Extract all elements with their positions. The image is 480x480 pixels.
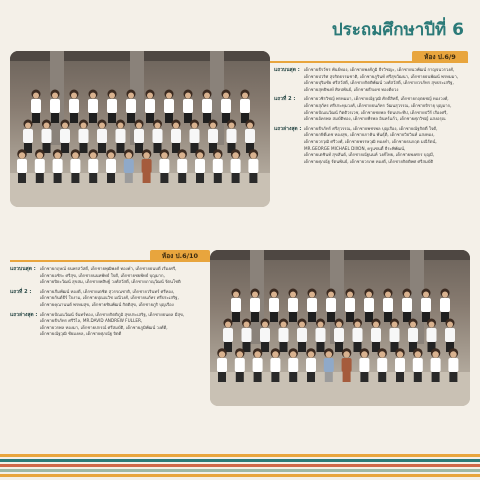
person-face bbox=[290, 351, 297, 358]
person-legs bbox=[32, 113, 40, 123]
person-face bbox=[81, 123, 87, 129]
person-body bbox=[145, 99, 155, 113]
person-legs bbox=[218, 372, 226, 382]
person-body bbox=[260, 328, 270, 342]
person-body bbox=[231, 159, 241, 173]
person-face bbox=[90, 93, 96, 99]
person-face bbox=[397, 351, 404, 358]
person-face bbox=[355, 322, 361, 328]
person-face bbox=[229, 123, 235, 129]
person-face bbox=[143, 152, 150, 159]
person-legs bbox=[127, 113, 135, 123]
name-line: เด็กชายคุณานนต์ พรหมสุข, เด็กชายชินพัฒน์ กิตติสุข, เด็กชายภูริ บุญเรือง bbox=[40, 301, 174, 307]
person-face bbox=[392, 322, 398, 328]
person-body bbox=[364, 298, 374, 312]
person-face bbox=[19, 152, 26, 159]
person-legs bbox=[18, 173, 26, 183]
person-legs bbox=[396, 372, 404, 382]
name-line: เด็กชายณัฐวุฒิ ชัยมงคล, เด็กชายศุภณัฐ จิตดี bbox=[40, 331, 122, 337]
person-body bbox=[177, 159, 187, 173]
person-body bbox=[70, 159, 80, 173]
person-face bbox=[385, 292, 391, 298]
person-face bbox=[210, 123, 216, 129]
person-face bbox=[204, 93, 210, 99]
person-face bbox=[147, 93, 153, 99]
person-face bbox=[215, 152, 222, 159]
person-body bbox=[208, 129, 218, 143]
person-body bbox=[270, 358, 280, 372]
person-body bbox=[97, 129, 107, 143]
name-line: เด็กชายเตชินท์ สุขสันต์, เด็กชายณัฐนนท์ วงศ์ไทย, เด็กชายพงศกร บุญมี, bbox=[304, 152, 435, 158]
person-face bbox=[166, 93, 172, 99]
person-body bbox=[159, 159, 169, 173]
person-body bbox=[195, 159, 205, 173]
name-line: เด็กชายปิยะวัฒน์ สุขสม, เด็กชายพสิษฐ์ วงศ์สวัสดิ์, เด็กชายภาณุวัฒน์ รัตนโชติ bbox=[40, 279, 181, 285]
person-body bbox=[202, 99, 212, 113]
person-body bbox=[269, 298, 279, 312]
person-body bbox=[279, 328, 289, 342]
person-body bbox=[50, 99, 60, 113]
person-body bbox=[377, 358, 387, 372]
name-line: เด็กชายศุภณัฐ รัตนพันธ์, เด็กชายวรภพ ทองดี, เด็กชายกิตติพศ ศรีสมบัติ bbox=[304, 158, 434, 164]
person-body bbox=[253, 358, 263, 372]
person-face bbox=[450, 351, 457, 358]
person-legs bbox=[108, 113, 116, 123]
name-line: เด็กชายกฤษณ์ ธนพรสวัสดิ์, เด็กชายพุฒิพงศ์ ทองคำ, เด็กชายธนบดี เรืองศรี, bbox=[40, 266, 177, 271]
person-legs bbox=[36, 173, 44, 183]
person-face bbox=[272, 351, 279, 358]
person-legs bbox=[236, 372, 244, 382]
person-face bbox=[281, 322, 287, 328]
person-legs bbox=[214, 173, 222, 183]
person-face bbox=[219, 351, 226, 358]
person-legs bbox=[414, 372, 422, 382]
person-legs bbox=[232, 312, 240, 322]
person-body bbox=[307, 298, 317, 312]
person-face bbox=[318, 322, 324, 328]
person-body bbox=[359, 358, 369, 372]
person-body bbox=[448, 358, 458, 372]
person-legs bbox=[89, 173, 97, 183]
person-legs bbox=[154, 143, 162, 153]
divider bbox=[270, 61, 468, 63]
name-line: เด็กชายกษิดิ์เดช ทองสุข, เด็กชายภาคิน พันธุ์ดี, เด็กชายวิธวินท์ แสงทอง, bbox=[304, 132, 435, 138]
person-body bbox=[124, 159, 134, 173]
person-legs bbox=[125, 173, 133, 183]
name-row bbox=[10, 289, 206, 309]
person-face bbox=[155, 123, 161, 129]
person-legs bbox=[280, 342, 288, 352]
person-body bbox=[371, 328, 381, 342]
person-face bbox=[361, 351, 368, 358]
person-face bbox=[432, 351, 439, 358]
person-legs bbox=[317, 342, 325, 352]
person-face bbox=[308, 351, 315, 358]
name-line: เด็กชายปุริมชัย ศรีสวัสดิ์, เด็กชายกิตติพัฒน์ วงศ์สวัสดิ์, เด็กชายวรภัทร สุขประเสริฐ, bbox=[304, 80, 454, 86]
person-body bbox=[288, 358, 298, 372]
person-body bbox=[440, 298, 450, 312]
person-body bbox=[126, 99, 136, 113]
person-face bbox=[347, 292, 353, 298]
person-face bbox=[161, 152, 168, 159]
person-legs bbox=[71, 173, 79, 183]
name-line: เด็กชายธีรภัทร์ ศรีสุวรรณ, เด็กชายพชรพล บุญเรือง, เด็กชายณัฐกิตติ์ ใจดี, bbox=[304, 125, 438, 131]
row-label: แถวล่างสุด : bbox=[10, 311, 38, 318]
person-face bbox=[179, 152, 186, 159]
person-legs bbox=[335, 342, 343, 352]
class-photo-6-10 bbox=[210, 250, 470, 406]
students-group bbox=[10, 51, 270, 207]
person-face bbox=[290, 292, 296, 298]
person-face bbox=[72, 152, 79, 159]
person-body bbox=[395, 358, 405, 372]
person-face bbox=[71, 93, 77, 99]
person-face bbox=[54, 152, 61, 159]
person-face bbox=[192, 123, 198, 129]
person-body bbox=[221, 99, 231, 113]
person-body bbox=[60, 129, 70, 143]
person-body bbox=[324, 358, 334, 372]
person-body bbox=[250, 298, 260, 312]
person-face bbox=[108, 152, 115, 159]
person-body bbox=[408, 328, 418, 342]
person-face bbox=[423, 292, 429, 298]
person-face bbox=[126, 152, 133, 159]
person-face bbox=[37, 152, 44, 159]
person-body bbox=[326, 298, 336, 312]
name-line: เด็กชายปวริศ สุจริตธรรมชาติ, เด็กชายภูรินท์ ศรีสุขวัฒนา, เด็กชายธนพัฒน์ พรหมมา, bbox=[304, 73, 459, 79]
person-legs bbox=[270, 312, 278, 322]
name-line: เด็กชายวรวุฒิ ศรีวงศ์, เด็กชายพรรษวุฒิ ทองคำ, เด็กชายธนกฤต มณีรัตน์, bbox=[304, 138, 437, 144]
person-face bbox=[366, 292, 372, 298]
person-legs bbox=[232, 173, 240, 183]
person-legs bbox=[449, 372, 457, 382]
person-body bbox=[164, 99, 174, 113]
person-face bbox=[52, 93, 58, 99]
person-body bbox=[31, 99, 41, 113]
person-face bbox=[309, 292, 315, 298]
person-face bbox=[442, 292, 448, 298]
person-body bbox=[306, 358, 316, 372]
person-legs bbox=[143, 173, 151, 183]
row-label: แถวที่ 2 : bbox=[10, 288, 32, 295]
person-body bbox=[223, 328, 233, 342]
person-legs bbox=[325, 372, 333, 382]
row-label: แถวที่ 2 : bbox=[274, 96, 296, 103]
person-legs bbox=[346, 312, 354, 322]
person-face bbox=[254, 351, 261, 358]
person-face bbox=[410, 322, 416, 328]
person-legs bbox=[107, 173, 115, 183]
name-line: เด็กชายธีรวัชร พันธ์ทอง, เด็กชายพงศ์ภูมิ ธีรวิชญะ, เด็กชายนวพัฒน์ กาญจนวรวงศ์, bbox=[304, 67, 455, 72]
person-body bbox=[227, 129, 237, 143]
person-body bbox=[231, 298, 241, 312]
person-body bbox=[288, 298, 298, 312]
student-names-6-9 bbox=[274, 67, 470, 165]
class-photo-6-9 bbox=[10, 51, 270, 207]
name-line: เด็กชายธีรภัทร ศรีวิไล, MR.DAVID ANDREW FULLER, bbox=[40, 318, 143, 324]
person-body bbox=[183, 99, 193, 113]
person-face bbox=[237, 351, 244, 358]
person-legs bbox=[432, 372, 440, 382]
name-row bbox=[274, 126, 470, 166]
person-face bbox=[326, 351, 333, 358]
row-label: แถวบนสุด : bbox=[274, 67, 300, 73]
person-body bbox=[334, 328, 344, 342]
person-face bbox=[242, 93, 248, 99]
person-face bbox=[247, 123, 253, 129]
person-face bbox=[225, 322, 231, 328]
person-face bbox=[185, 93, 191, 99]
person-body bbox=[116, 129, 126, 143]
name-line: เด็กชายภีมพัฒน์ ทองดี, เด็กชายเตชิต สุวรรณชาติ, เด็กชายวรินทร์ ศรีทอง, bbox=[40, 288, 175, 294]
person-legs bbox=[343, 372, 351, 382]
person-body bbox=[390, 328, 400, 342]
person-legs bbox=[289, 372, 297, 382]
person-body bbox=[248, 159, 258, 173]
person-body bbox=[142, 159, 152, 173]
person-face bbox=[62, 123, 68, 129]
person-body bbox=[153, 129, 163, 143]
person-face bbox=[252, 292, 258, 298]
person-body bbox=[17, 159, 27, 173]
person-body bbox=[134, 129, 144, 143]
decorative-stripes bbox=[0, 454, 480, 480]
person-body bbox=[413, 358, 423, 372]
person-face bbox=[271, 292, 277, 298]
person-body bbox=[345, 298, 355, 312]
name-row bbox=[10, 266, 206, 286]
person-body bbox=[297, 328, 307, 342]
page-title: ประถมศึกษาปีที่ 6 bbox=[331, 20, 464, 40]
person-body bbox=[88, 99, 98, 113]
person-face bbox=[99, 123, 105, 129]
person-body bbox=[402, 298, 412, 312]
person-legs bbox=[249, 173, 257, 183]
name-line: เด็กชายปัณณวัฒน์ จันทร์ทอง, เด็กชายกิตติภูมิ สุขประเสริฐ, เด็กชายธนดล มีสุข, bbox=[40, 311, 185, 317]
person-legs bbox=[89, 113, 97, 123]
person-legs bbox=[365, 312, 373, 322]
name-line: เด็กชายสุทธิพงษ์ ศิลปพันธ์, เด็กชายธีรเดช ทองดีดวง bbox=[304, 86, 399, 92]
person-body bbox=[445, 328, 455, 342]
person-face bbox=[109, 93, 115, 99]
person-legs bbox=[261, 342, 269, 352]
person-body bbox=[106, 159, 116, 173]
person-body bbox=[42, 129, 52, 143]
person-face bbox=[197, 152, 204, 159]
row-label: แถวล่างสุด : bbox=[274, 125, 302, 132]
person-face bbox=[223, 93, 229, 99]
person-face bbox=[404, 292, 410, 298]
person-face bbox=[44, 123, 50, 129]
person-legs bbox=[178, 173, 186, 183]
person-face bbox=[299, 322, 305, 328]
person-body bbox=[431, 358, 441, 372]
person-body bbox=[35, 159, 45, 173]
name-line: MR.GEORGE MICHAEL DIXON, ครูแซนดี้ ธีระพิพัฒน์, bbox=[304, 145, 406, 151]
person-legs bbox=[80, 143, 88, 153]
person-legs bbox=[196, 173, 204, 183]
person-face bbox=[244, 322, 250, 328]
person-face bbox=[429, 322, 435, 328]
person-face bbox=[336, 322, 342, 328]
class-tab-6-10: ห้อง ป.6/10 bbox=[150, 250, 210, 261]
person-body bbox=[69, 99, 79, 113]
person-legs bbox=[327, 312, 335, 322]
person-body bbox=[342, 358, 352, 372]
name-row bbox=[274, 96, 470, 122]
person-face bbox=[128, 93, 134, 99]
person-body bbox=[235, 358, 245, 372]
name-line: เด็กชายสุภัทร ศรีประทุมวงศ์, เด็กชายธนภัทร วัฒนสุวรรณ, เด็กชายจิรายุ บุญมาก, bbox=[304, 102, 452, 108]
person-body bbox=[88, 159, 98, 173]
person-body bbox=[245, 129, 255, 143]
person-legs bbox=[51, 113, 59, 123]
person-legs bbox=[98, 143, 106, 153]
person-legs bbox=[298, 342, 306, 352]
person-legs bbox=[271, 372, 279, 382]
person-body bbox=[213, 159, 223, 173]
person-body bbox=[217, 358, 227, 372]
person-legs bbox=[378, 372, 386, 382]
person-body bbox=[171, 129, 181, 143]
person-legs bbox=[254, 372, 262, 382]
person-body bbox=[190, 129, 200, 143]
person-face bbox=[379, 351, 386, 358]
person-legs bbox=[307, 372, 315, 382]
name-line: เด็กชายวรพล ทองมา, เด็กชายปกรณ์ ศรีสมบัติ, เด็กชายภูมิพัฒน์ วงศ์ดี, bbox=[40, 324, 168, 330]
person-face bbox=[250, 152, 257, 159]
students-group bbox=[210, 250, 470, 406]
name-row bbox=[10, 312, 206, 338]
name-line: เด็กชายปัณณวัฒน์ กิตติวรเวช, เด็กชายชยพล รัตนประทีป, เด็กชายปวีร์ เรืองศรี, bbox=[304, 109, 448, 115]
person-face bbox=[90, 152, 97, 159]
person-face bbox=[232, 152, 239, 159]
person-face bbox=[233, 292, 239, 298]
name-line: เด็กชายอชิระ ศรีสุข, เด็กชายนนทพัทธ์ ใจดี, เด็กชายชยพัทธ์ บุญมาก, bbox=[40, 272, 165, 278]
person-body bbox=[53, 159, 63, 173]
person-legs bbox=[61, 143, 69, 153]
person-body bbox=[79, 129, 89, 143]
person-legs bbox=[360, 372, 368, 382]
divider bbox=[10, 260, 210, 262]
name-line: เด็กชายอัครพล สมบัติทอง, เด็กชายพีรพล อินทร์แก้ว, เด็กชายศุภวิชญ์ แสงอรุณ bbox=[304, 116, 446, 122]
name-line: เด็กชายวชิรวิชญ์ พรหมมา, เด็กชายณัฐวุฒิ ศักดิ์สิทธิ์, เด็กชายกฤตยชญ์ ทองวงศ์, bbox=[304, 96, 449, 102]
person-legs bbox=[354, 342, 362, 352]
person-face bbox=[118, 123, 124, 129]
person-body bbox=[421, 298, 431, 312]
name-line: เด็กชายกันต์ธีร์ ใจงาม, เด็กชายปุณณวิช มณีวงศ์, เด็กชายนภัทร ศรีประเสริฐ, bbox=[40, 295, 179, 301]
person-legs bbox=[135, 143, 143, 153]
person-body bbox=[242, 328, 252, 342]
person-face bbox=[415, 351, 422, 358]
name-row bbox=[274, 67, 470, 93]
person-legs bbox=[308, 312, 316, 322]
person-face bbox=[136, 123, 142, 129]
class-tab-6-9: ห้อง ป.6/9 bbox=[412, 51, 468, 62]
person-legs bbox=[289, 312, 297, 322]
student-names-6-10 bbox=[10, 266, 206, 338]
row-label: แถวบนสุด : bbox=[10, 266, 36, 272]
person-face bbox=[343, 351, 350, 358]
person-body bbox=[383, 298, 393, 312]
person-face bbox=[33, 93, 39, 99]
person-legs bbox=[160, 173, 168, 183]
person-legs bbox=[117, 143, 125, 153]
person-body bbox=[427, 328, 437, 342]
person-legs bbox=[54, 173, 62, 183]
person-legs bbox=[251, 312, 259, 322]
person-legs bbox=[165, 113, 173, 123]
person-body bbox=[107, 99, 117, 113]
person-face bbox=[447, 322, 453, 328]
person-legs bbox=[146, 113, 154, 123]
person-face bbox=[262, 322, 268, 328]
person-body bbox=[240, 99, 250, 113]
person-body bbox=[23, 129, 33, 143]
person-face bbox=[173, 123, 179, 129]
person-body bbox=[316, 328, 326, 342]
person-face bbox=[328, 292, 334, 298]
person-legs bbox=[70, 113, 78, 123]
person-face bbox=[373, 322, 379, 328]
person-body bbox=[353, 328, 363, 342]
person-face bbox=[25, 123, 31, 129]
